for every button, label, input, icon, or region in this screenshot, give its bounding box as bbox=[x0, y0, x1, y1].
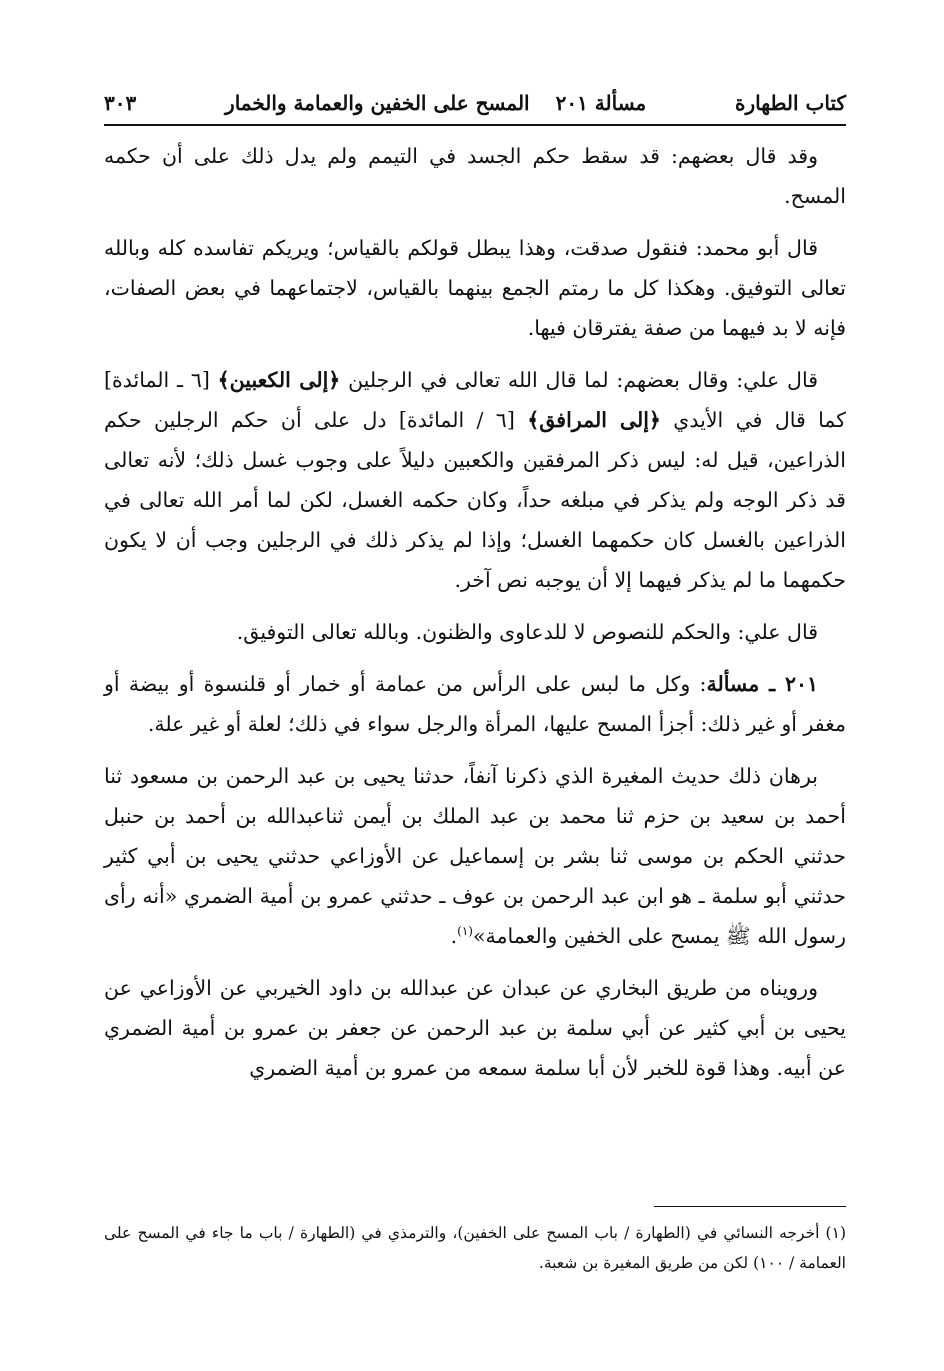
paragraph bbox=[104, 968, 846, 1088]
footnote-separator bbox=[654, 1206, 846, 1207]
topic-title: المسح على الخفين والعمامة والخمار bbox=[225, 91, 530, 115]
page-number: ٣٠٣ bbox=[104, 91, 137, 115]
quran-quote: ﴿إلى المرافق﴾ bbox=[527, 408, 661, 432]
paragraph bbox=[104, 360, 846, 600]
text-run: قال علي: وقال بعضهم: لما قال الله تعالى في الرجلين bbox=[340, 368, 818, 392]
paragraph bbox=[104, 756, 846, 956]
issue-heading: ٢٠١ ـ مسألة bbox=[706, 672, 818, 696]
running-head bbox=[104, 88, 846, 126]
body-text bbox=[104, 136, 846, 1088]
paragraph bbox=[104, 664, 846, 744]
text-run: قال علي: والحكم للنصوص لا للدعاوى والظنون. وبالله تعالى التوفيق. bbox=[236, 620, 818, 644]
text-run: : وكل ما لبس على الرأس من عمامة أو خمار أو قلنسوة أو بيضة أو مغفر أو غير ذلك: أجزأ المسح عليها، المرأة والرجل سواء في ذلك؛ لعلة أو غير علة. bbox=[104, 672, 846, 736]
footnote-ref: (١) bbox=[457, 924, 473, 939]
quran-quote: ﴿إلى الكعبين﴾ bbox=[217, 368, 341, 392]
issue-number: مسألة ٢٠١ bbox=[555, 91, 647, 115]
book-title: كتاب الطهارة bbox=[735, 91, 846, 115]
text-run: برهان ذلك حديث المغيرة الذي ذكرنا آنفاً، حدثنا يحيى بن عبد الرحمن بن مسعود ثنا أحمد بن سعيد بن حزم ثنا محمد بن عبد الملك بن أيمن ثناعبدالله بن أحمد بن حنبل حدثني الحكم بن موسى ثنا بشر بن إسماعيل عن الأوزاعي حدثني يحيى بن أبي كثير حدثني أبو سلمة ـ هو ابن عبد الرحمن بن عوف ـ حدثني عمرو بن أمية الضمري «أنه رأى رسول الله ﷺ يمسح على الخفين والعمامة» bbox=[104, 764, 846, 948]
text-run: ورويناه من طريق البخاري عن عبدان عن عبدالله بن داود الخيربي عن الأوزاعي عن يحيى بن أبي كثير عن أبي سلمة بن عبد الرحمن عن جعفر بن عمرو بن أمية الضمري عن أبيه. وهذا قوة للخبر لأن أبا سلمة سمعه من عمرو بن أمية الضمري bbox=[104, 976, 846, 1080]
text-run: [٦ ـ المائدة] كما قال في الأيدي bbox=[104, 368, 847, 432]
text-run: . bbox=[450, 924, 458, 948]
running-head-center bbox=[225, 88, 646, 118]
paragraph bbox=[104, 612, 846, 652]
text-run: وقد قال بعضهم: قد سقط حكم الجسد في التيمم ولم يدل ذلك على أن حكمه المسح. bbox=[104, 144, 846, 208]
paragraph bbox=[104, 228, 846, 348]
text-run: [٦ / المائدة] دل على أن حكم الرجلين حكم الذراعين، قيل له: ليس ذكر المرفقين والكعبين دليلاً على وجوب غسل ذلك؛ لأنه تعالى قد ذكر الوجه ولم يذكر في مبلغه حداً، وكان حكمه الغسل، لكن لما أمر الله تعالى في الذراعين بالغسل كان حكمهما الغسل؛ وإذا لم يذكر ذلك في الرجلين وجب أن لا يكون حكمهما ما لم يذكر فيهما إلا أن يوجبه نص آخر. bbox=[104, 408, 846, 592]
footnote: (١) أخرجه النسائي في (الطهارة / باب المسح على الخفين)، والترمذي في (الطهارة / باب ما جاء في المسح على العمامة / ١٠٠) لكن من طريق المغيرة بن شعبة. bbox=[104, 1224, 846, 1272]
paragraph bbox=[104, 136, 846, 216]
page bbox=[104, 88, 846, 1328]
text-run: قال أبو محمد: فنقول صدقت، وهذا يبطل قولكم بالقياس؛ ويريكم تفاسده كله وبالله تعالى التوفيق. وهكذا كل ما رمتم الجمع بينهما بالقياس، لاجتماعهما في بعض الصفات، فإنه لا بد فيهما من صفة يفترقان فيها. bbox=[104, 236, 846, 340]
